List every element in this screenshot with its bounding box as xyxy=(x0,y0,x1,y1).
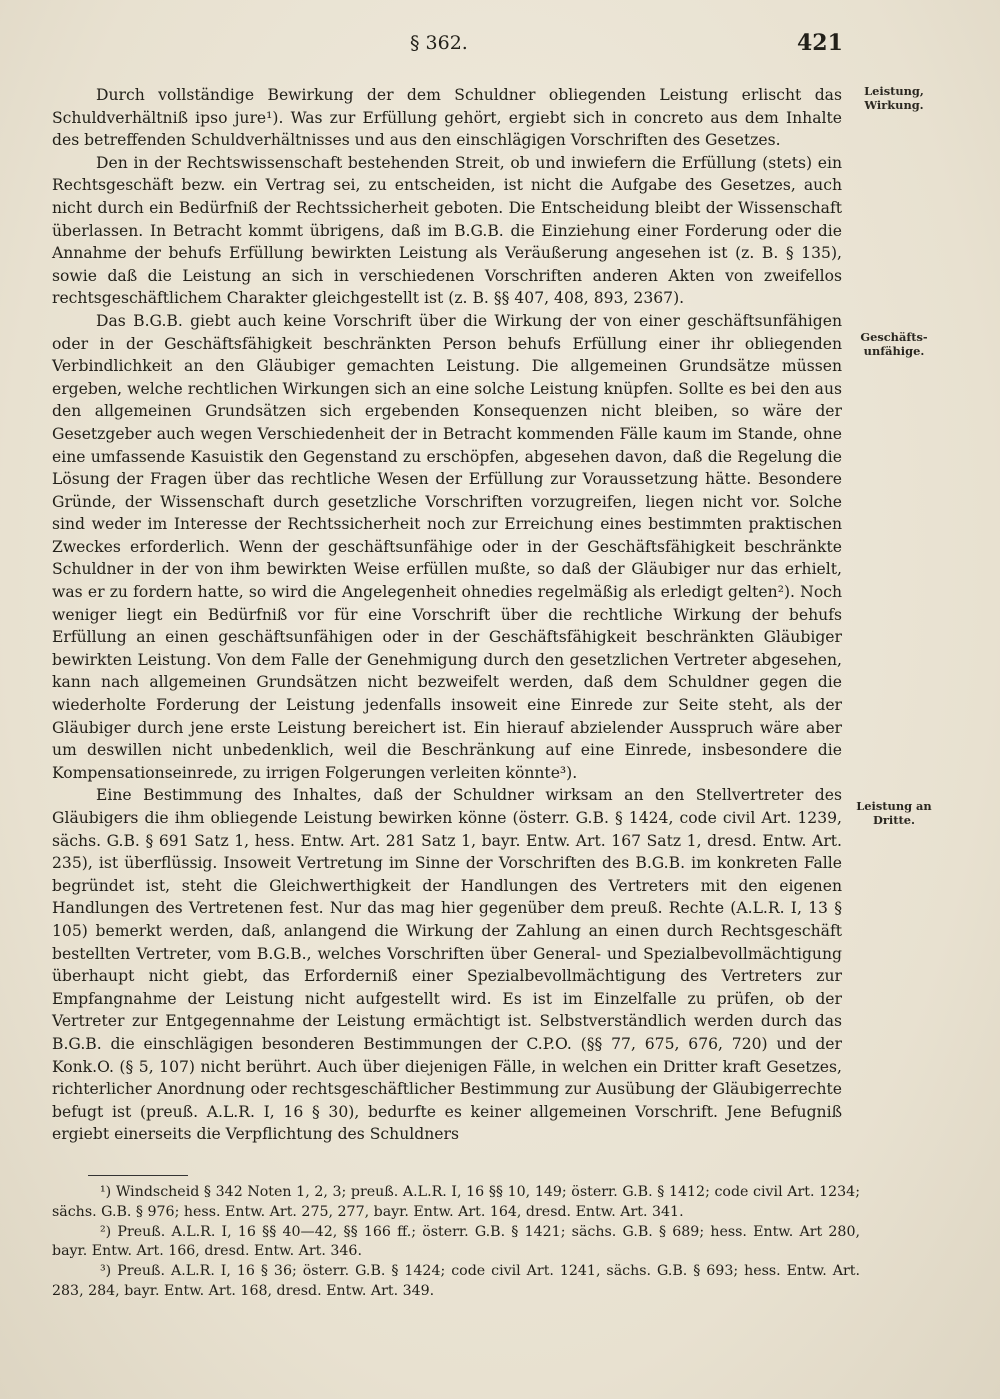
paragraph-erfuellung: Durch vollständige Bewirkung der dem Schuldner obliegenden Leistung erlischt das Schuldverhältniß ipso jure¹). Was zur Erfüllung gehört, ergiebt sich in concreto aus dem Inhalte des betreffenden Schuldverhältnisses und aus den einschlägigen Vorschriften des Gesetzes. xyxy=(52,86,842,150)
paragraph-geschaeftsunfaehige: Das B.G.B. giebt auch keine Vorschrift über die Wirkung der von einer geschäftsunfähigen oder in der Geschäftsfähigkeit beschränkten Person behufs Erfüllung einer ihr obliegenden Verbindlichkeit an den Gläubiger gemachten Leistung. Die allgemeinen Grundsätze müssen ergeben, welche rechtlichen Wirkungen sich an eine solche Leistung knüpfen. Sollte es bei den aus den allgemeinen Grundsätzen sich ergebenden Konsequenzen nicht bleiben, so wäre der Gesetzgeber auch wegen Verschiedenheit der in Betracht kommenden Fälle kaum im Stande, ohne eine umfassende Kasuistik den Gegenstand zu erschöpfen, abgesehen davon, daß die Regelung die Lösung der Fragen über das rechtliche Wesen der Erfüllung zur Voraussetzung hätte. Besondere Gründe, der Wissenschaft durch gesetzliche Vorschriften vorzugreifen, liegen nicht vor. Solche sind weder im Interesse der Rechtssicherheit noch zur Erreichung eines bestimmten praktischen Zweckes erforderlich. Wenn der geschäftsunfähige oder in der Geschäftsfähigkeit beschränkte Schuldner in der von ihm bewirkten Weise erfüllen mußte, so daß der Gläubiger nur das erhielt, was er zu fordern hatte, so wird die Angelegenheit ohnedies regelmäßig als erledigt gelten²). Noch weniger liegt ein Bedürfniß vor für eine Vorschrift über die rechtliche Wirkung der behufs Erfüllung an einen geschäftsunfähigen oder in der Geschäftsfähigkeit beschränkten Gläubiger bewirkten Leistung. Von dem Falle der Genehmigung durch den gesetzlichen Vertreter abgesehen, kann nach allgemeinen Grundsätzen nicht bezweifelt werden, daß dem Schuldner gegen die wiederholte Forderung der Leistung jedenfalls insoweit eine Einrede zur Seite steht, als der Gläubiger durch jene erste Leistung bereichert ist. Ein hierauf abzielender Ausspruch wäre aber um deswillen nicht unbedenklich, weil die Beschränkung auf eine Einrede, insbesondere die Kompensationseinrede, zu irrigen Folgerungen verleiten könnte³). xyxy=(52,311,842,782)
section-number: § 362. xyxy=(410,32,468,54)
footnotes xyxy=(52,1183,860,1302)
footnote-1: ¹) Windscheid § 342 Noten 1, 2, 3; preuß. A.L.R. I, 16 §§ 10, 149; österr. G.B. § 1412; code civil Art. 1234; sächs. G.B. § 976; hess. Entw. Art. 275, 277, bayr. Entw. Art. 164, dresd. Entw. Art. 341. xyxy=(52,1184,860,1220)
paragraph-rechtsgeschaeft: Den in der Rechtswissenschaft bestehenden Streit, ob und inwiefern die Erfüllung (stets) ein Rechtsgeschäft bezw. ein Vertrag sei, zu entscheiden, ist nicht die Aufgabe des Gesetzes, auch nicht durch ein Bedürfniß der Rechtssicherheit geboten. Die Entscheidung bleibt der Wissenschaft überlassen. In Betracht kommt übrigens, daß im B.G.B. die Einziehung einer Forderung oder die Annahme der behufs Erfüllung bewirkten Leistung als Veräußerung angesehen ist (z. B. § 135), sowie daß die Leistung an sich in verschiedenen Vorschriften anderen Akten von zweifellos rechtsgeschäftlichem Charakter gleichgestellt ist (z. B. §§ 407, 408, 893, 2367). xyxy=(52,153,842,308)
margin-note-geschaeftsunfaehige: Geschäfts-unfähige. xyxy=(860,330,928,358)
paragraph-stellvertreter: Eine Bestimmung des Inhaltes, daß der Schuldner wirksam an den Stellvertreter des Gläubigers die ihm obliegende Leistung bewirken könne (österr. G.B. § 1424, code civil Art. 1239, sächs. G.B. § 691 Satz 1, hess. Entw. Art. 281 Satz 1, bayr. Entw. Art. 167 Satz 1, dresd. Entw. Art. 235), ist überflüssig. Insoweit Vertretung im Sinne der Vorschriften des B.G.B. im konkreten Falle begründet ist, steht die Gleichwerthigkeit der Handlungen des Vertreters mit den eigenen Handlungen des Vertretenen fest. Nur das mag hier gegenüber dem preuß. Rechte (A.L.R. I, 13 § 105) bemerkt werden, daß, anlangend die Wirkung der Zahlung an einen durch Rechtsgeschäft bestellten Vertreter, vom B.G.B., welches Vorschriften über General- und Spezialbevollmächtigung überhaupt nicht giebt, das Erforderniß einer Spezialbevollmächtigung des Vertreters zur Empfangnahme der Leistung nicht aufgestellt wird. Es ist im Einzelfalle zu prüfen, ob der Vertreter zur Entgegennahme der Leistung ermächtigt ist. Selbstverständlich werden durch das B.G.B. die einschlägigen besonderen Bestimmungen der C.P.O. (§§ 77, 675, 676, 720) und der Konk.O. (§ 5, 107) nicht berührt. Auch über diejenigen Fälle, in welchen ein Dritter kraft Gesetzes, richterlicher Anordnung oder rechtsgeschäftlicher Bestimmung zur Ausübung der Gläubigerrechte befugt ist (preuß. A.L.R. I, 16 § 30), bedurfte es keiner allgemeinen Vorschrift. Jene Befugniß ergiebt einerseits die Verpflichtung des Schuldners xyxy=(52,786,842,1144)
margin-note-leistung-an-dritte: Leistung an Dritte. xyxy=(856,799,932,827)
footnote-divider xyxy=(88,1175,188,1176)
footnote-3: ³) Preuß. A.L.R. I, 16 § 36; österr. G.B. § 1424; code civil Art. 1241, sächs. G.B. § 693; hess. Entw. Art. 283, 284, bayr. Entw. Art. 168, dresd. Entw. Art. 349. xyxy=(52,1263,860,1299)
running-header xyxy=(0,30,1000,60)
footnote-2: ²) Preuß. A.L.R. I, 16 §§ 40—42, §§ 166 ff.; österr. G.B. § 1421; sächs. G.B. § 689; hess. Entw. Art 280, bayr. Entw. Art. 166, dresd. Entw. Art. 346. xyxy=(52,1223,860,1260)
main-text xyxy=(52,84,842,1146)
margin-note-leistung-wirkung: Leistung, Wirkung. xyxy=(864,84,924,112)
page-number: 421 xyxy=(797,30,843,56)
